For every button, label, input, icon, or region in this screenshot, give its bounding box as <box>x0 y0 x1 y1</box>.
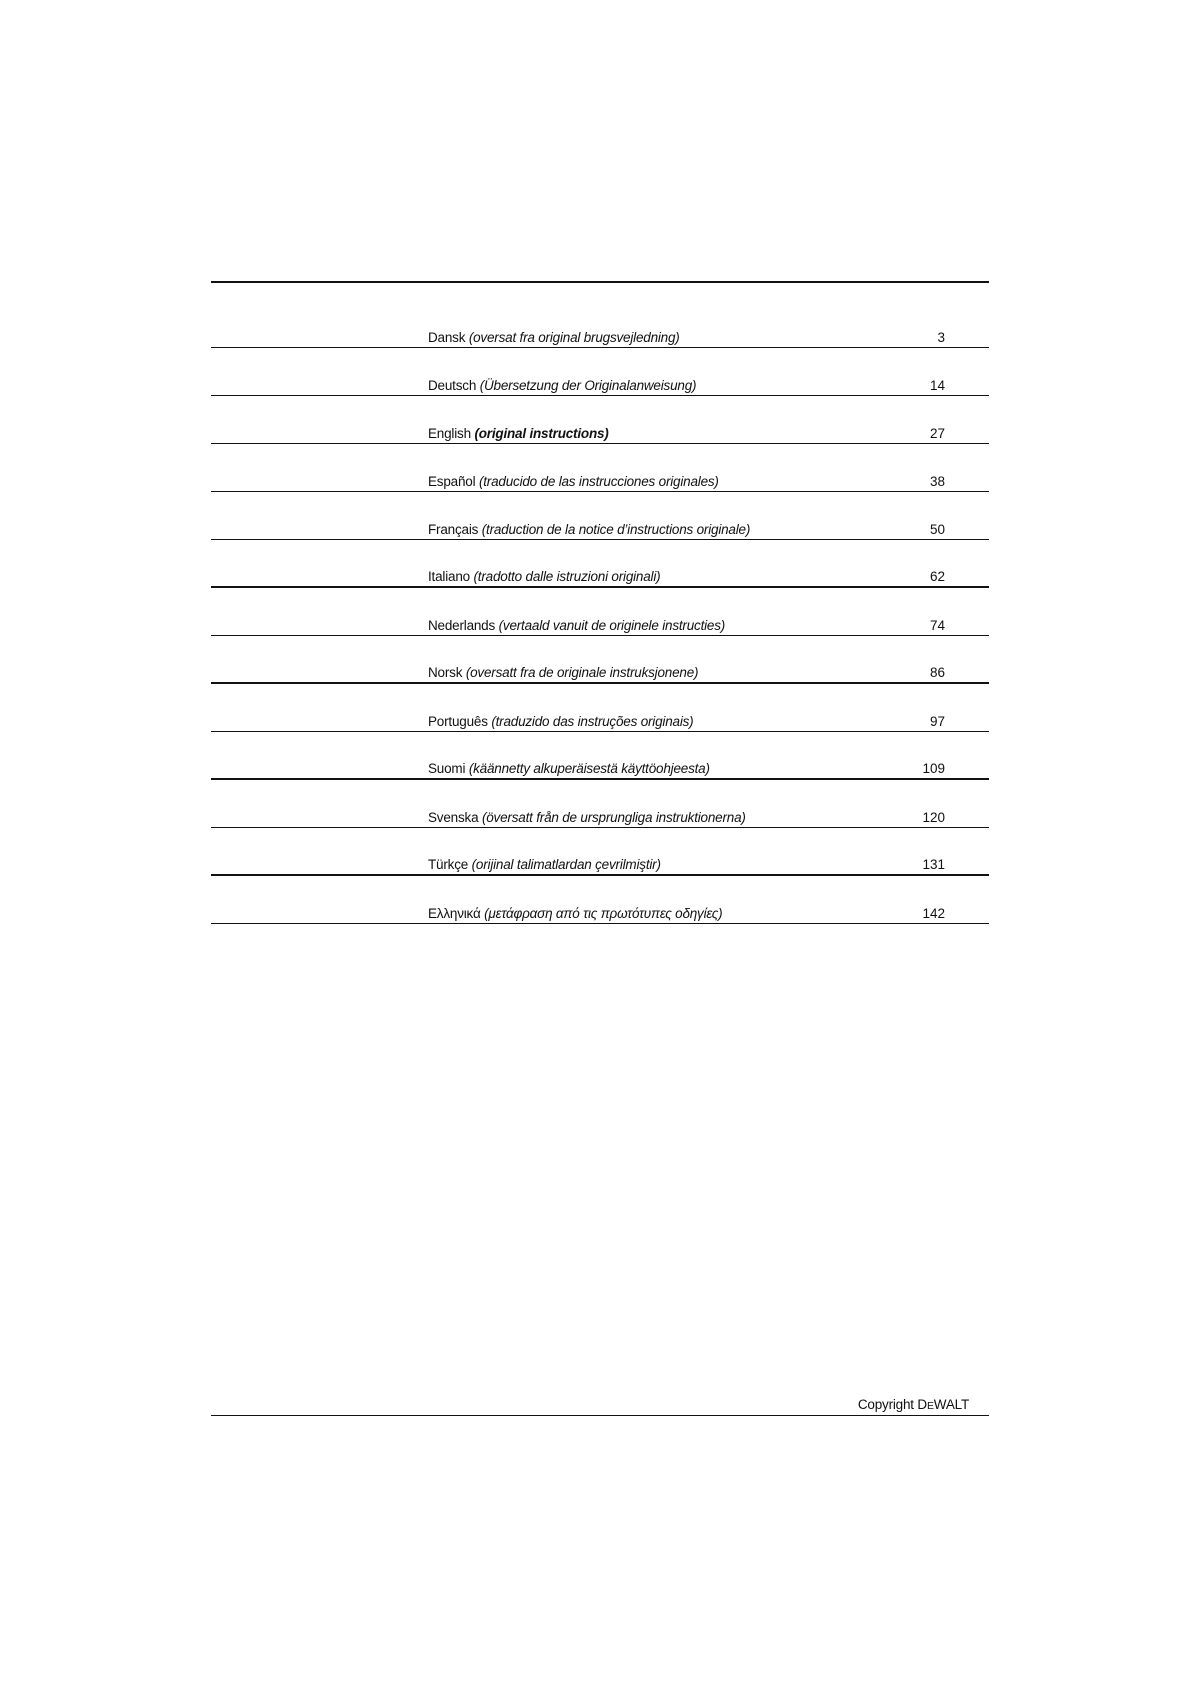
footer <box>211 1388 989 1416</box>
toc-page-number: 120 <box>922 810 945 825</box>
toc-entry-text <box>428 714 693 729</box>
toc-note: (μετάφραση από τις πρωτότυπες οδηγίες) <box>484 906 723 921</box>
toc-entry-text <box>428 810 746 825</box>
toc-note: (vertaald vanuit de originele instructies) <box>498 618 726 633</box>
toc-note: (traduction de la notice d’instructions originale) <box>481 522 751 537</box>
toc-note: (käännetty alkuperäisestä käyttöohjeesta) <box>468 761 710 776</box>
toc-entry-text <box>428 330 680 345</box>
toc-row-nederlands <box>211 588 989 636</box>
toc-row-svenska <box>211 780 989 828</box>
toc-language: Español <box>428 474 476 489</box>
toc-language: Dansk <box>428 330 466 345</box>
toc-page-number: 109 <box>922 761 945 776</box>
toc-entry-text <box>428 761 710 776</box>
brand-letter-e: E <box>926 1400 934 1412</box>
toc-language: Suomi <box>428 761 466 776</box>
toc-language: English <box>428 426 471 441</box>
toc-row-francais <box>211 492 989 540</box>
toc-entry-text <box>428 474 719 489</box>
toc-note: (orijinal talimatlardan çevrilmiştir) <box>471 857 661 872</box>
brand-name <box>917 1397 969 1412</box>
copyright-label: Copyright <box>857 1397 914 1412</box>
toc-language: Português <box>428 714 488 729</box>
toc-entry-text <box>428 569 660 584</box>
toc-row-portugues <box>211 684 989 732</box>
toc-row-italiano <box>211 540 989 588</box>
toc-language: Türkçe <box>428 857 469 872</box>
toc-note: (oversatt fra de originale instruksjonene) <box>465 665 699 680</box>
toc-row-deutsch <box>211 348 989 396</box>
toc-language: Français <box>428 522 479 537</box>
toc-note: (tradotto dalle istruzioni originali) <box>473 569 661 584</box>
brand-letter-d: D <box>917 1397 927 1412</box>
toc-row-english <box>211 396 989 444</box>
toc-note: (original instructions) <box>474 426 609 441</box>
toc-entry-text <box>428 426 609 441</box>
toc-row-suomi <box>211 732 989 780</box>
toc-note: (traducido de las instrucciones originales) <box>478 474 719 489</box>
toc-page-number: 14 <box>929 378 945 393</box>
toc-entry-text <box>428 906 722 921</box>
toc-page-number: 131 <box>922 857 945 872</box>
toc-language: Deutsch <box>428 378 477 393</box>
toc-row-ellinika <box>211 876 989 924</box>
toc-row-espanol <box>211 444 989 492</box>
brand-rest: WALT <box>933 1397 969 1412</box>
toc-entry-text <box>428 857 661 872</box>
table-of-contents <box>211 300 989 924</box>
toc-page-number: 86 <box>929 665 945 680</box>
toc-language: Italiano <box>428 569 470 584</box>
toc-page-number: 50 <box>929 522 945 537</box>
toc-page-number: 97 <box>929 714 945 729</box>
toc-language: Nederlands <box>428 618 496 633</box>
toc-row-turkce <box>211 828 989 876</box>
toc-page-number: 142 <box>922 906 945 921</box>
toc-language: Svenska <box>428 810 479 825</box>
toc-entry-text <box>428 665 698 680</box>
copyright-notice <box>858 1397 969 1412</box>
toc-row-dansk <box>211 300 989 348</box>
toc-page-number: 74 <box>929 618 945 633</box>
toc-page-number: 38 <box>929 474 945 489</box>
toc-language: Ελληνικά <box>428 906 481 921</box>
toc-page-number: 27 <box>929 426 945 441</box>
toc-page-number: 3 <box>937 330 945 345</box>
top-rule <box>211 281 989 283</box>
toc-note: (Übersetzung der Originalanweisung) <box>479 378 697 393</box>
toc-row-norsk <box>211 636 989 684</box>
toc-note: (oversat fra original brugsvejledning) <box>468 330 680 345</box>
toc-entry-text <box>428 618 725 633</box>
toc-entry-text <box>428 378 696 393</box>
toc-entry-text <box>428 522 750 537</box>
toc-note: (översatt från de ursprungliga instruktionerna) <box>481 810 746 825</box>
toc-note: (traduzido das instruções originais) <box>491 714 694 729</box>
toc-page-number: 62 <box>929 569 945 584</box>
toc-language: Norsk <box>428 665 463 680</box>
